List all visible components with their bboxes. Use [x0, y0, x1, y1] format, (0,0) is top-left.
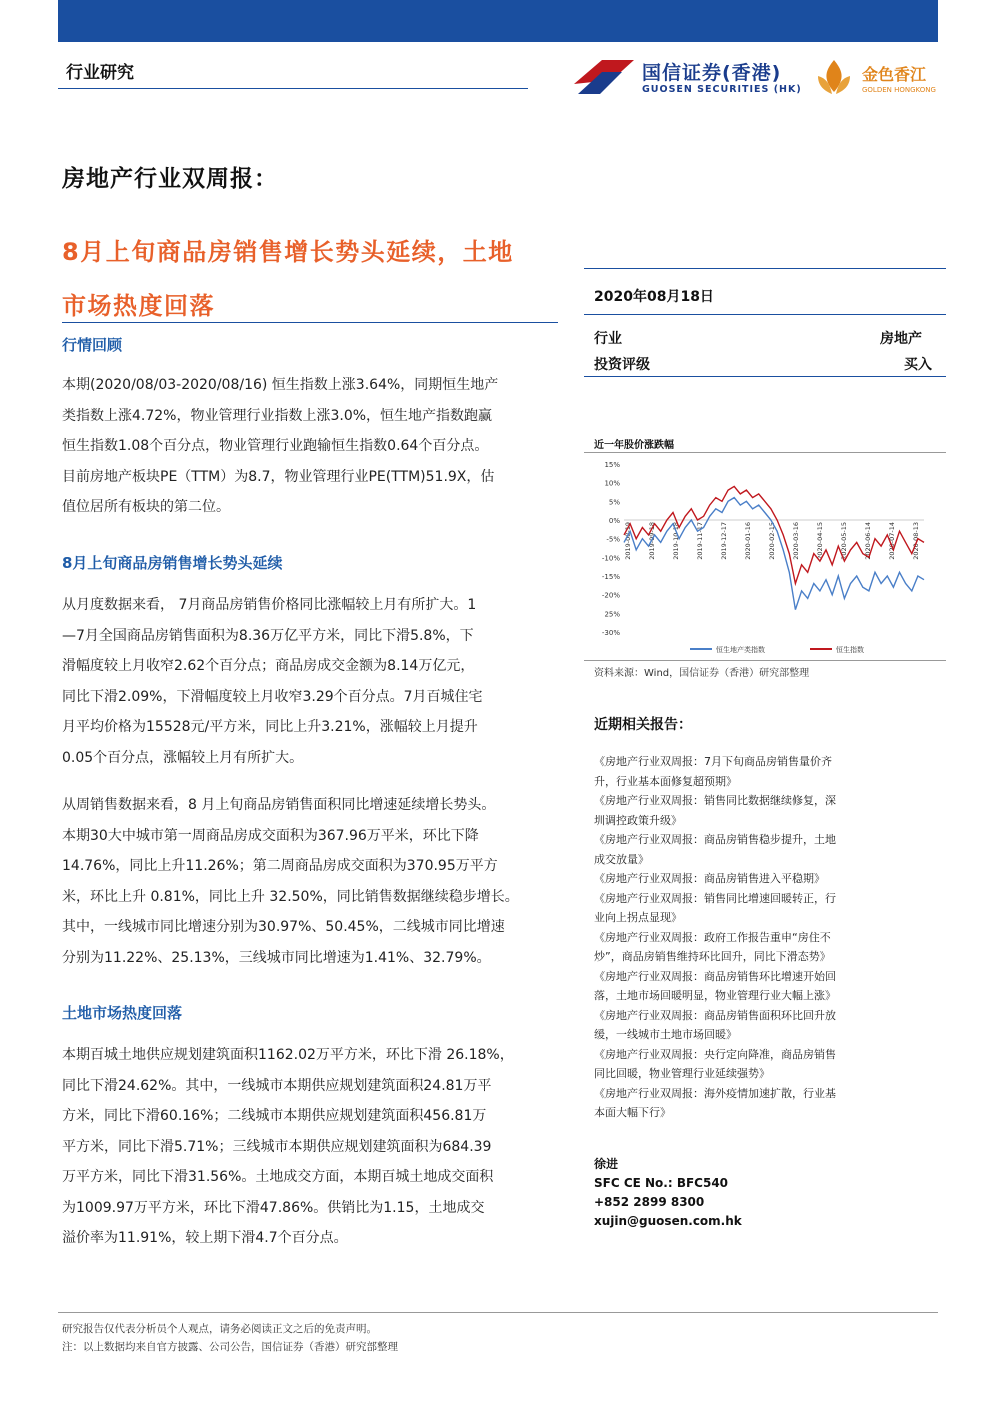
y-tick-label: 15%	[604, 461, 620, 469]
text-line: 方米，同比下滑60.16%；二线城市本期供应规划建筑面积456.81万	[62, 1108, 487, 1124]
x-tick-label: 2019-09-18	[648, 522, 656, 560]
related-report-line: 《房地产行业双周报：销售同比增速回暖转正，行	[594, 891, 836, 905]
y-tick-label: -20%	[601, 591, 620, 600]
paragraph-market-review	[62, 370, 580, 523]
legend-label: 恒生地产类指数	[716, 646, 765, 654]
related-report-line: 《房地产行业双周报：商品房销售进入平稳期》	[594, 872, 825, 885]
rating-label: 投资评级	[594, 357, 650, 373]
related-report-line: 《房地产行业双周报：央行定向降准，商品房销售	[594, 1047, 836, 1061]
text-line: 同比下滑24.62%。其中，一线城市本期供应规划建筑面积24.81万平	[62, 1077, 492, 1094]
text-line: 同比下滑2.09%，下滑幅度较上月收窄3.29个百分点。7月百城住宅	[62, 688, 483, 705]
y-tick-label: -10%	[601, 554, 620, 563]
paragraph-sales-monthly	[62, 590, 580, 773]
related-report-line: 《房地产行业双周报：商品房销售稳步提升，土地	[594, 833, 836, 846]
related-report-line: 落，土地市场回暖明显，物业管理行业大幅上涨》	[594, 989, 836, 1002]
analyst-phone: +852 2899 8300	[594, 1195, 705, 1209]
x-tick-label: 2019-10-18	[672, 522, 680, 560]
analyst-ce: SFC CE No.: BFC540	[594, 1176, 729, 1190]
headline-line-2: 市场热度回落	[62, 292, 215, 320]
chart-rule	[584, 452, 946, 453]
text-line: 月平均价格为15528元/平方米，同比上升3.21%，涨幅较上月提升	[62, 719, 478, 735]
y-tick-label: -30%	[601, 629, 620, 637]
related-report-line: 缓，一线城市土地市场回暖》	[594, 1028, 737, 1041]
data-note-line: 注：以上数据均来自官方披露、公司公告，国信证券（香港）研究部整理	[62, 1341, 398, 1353]
golden-hongkong-logo-icon	[812, 56, 856, 100]
x-tick-label: 2020-08-13	[912, 522, 920, 560]
industry-value: 房地产	[880, 331, 922, 347]
section-heading-sales: 8月上旬商品房销售增长势头延续	[62, 554, 283, 572]
text-line: 分别为11.22%、25.13%，三线城市同比增速为1.41%、32.79%。	[62, 949, 491, 966]
text-line: 恒生指数1.08个百分点，物业管理行业跑输恒生指数0.64个百分点。	[62, 438, 489, 454]
text-line: 溢价率为11.91%，较上期下滑4.7个百分点。	[62, 1230, 348, 1246]
related-report-line: 本面大幅下行》	[594, 1106, 671, 1119]
text-line: —7月全国商品房销售面积为8.36万亿平方米，同比下滑5.8%，下	[62, 627, 474, 644]
x-tick-label: 2020-04-15	[816, 522, 824, 560]
headline-line-1: 8月上旬商品房销售增长势头延续，土地	[62, 238, 514, 266]
y-tick-label: 5%	[608, 498, 620, 507]
x-tick-label: 2019-08-19	[624, 522, 632, 560]
logo2-name-en: GOLDEN HONGKONG	[862, 86, 936, 94]
logo2-name: 金色香江	[862, 65, 927, 84]
text-line: 滑幅度较上月收窄2.62个百分点；商品房成交金额为8.14万亿元，	[62, 658, 475, 674]
sidebar-rule-rating	[584, 376, 946, 377]
footer	[62, 1320, 398, 1356]
x-tick-label: 2020-02-15	[768, 522, 776, 560]
company-logo	[572, 52, 944, 108]
related-report-line: 成交放量》	[594, 852, 649, 866]
logo-company-name-en: GUOSEN SECURITIES (HK)	[642, 84, 802, 95]
text-line: 其中，一线城市同比增速分别为30.97%、50.45%，二线城市同比增速	[62, 919, 505, 935]
related-reports-heading: 近期相关报告：	[594, 717, 692, 733]
rating-value: 买入	[904, 357, 932, 373]
x-tick-label: 2019-12-17	[720, 522, 728, 560]
legend-label: 恒生指数	[836, 646, 864, 654]
industry-label: 行业	[594, 331, 622, 347]
text-line: 为1009.97万平方米，环比下滑47.86%。供销比为1.15，土地成交	[62, 1199, 485, 1216]
related-report-line: 炒”，商品房销售维持环比回升，同比下滑态势》	[594, 950, 831, 963]
guosen-logo-icon	[572, 54, 636, 102]
related-report-line: 升，行业基本面修复超预期》	[594, 774, 737, 788]
sidebar-rule-top	[584, 268, 946, 269]
y-tick-label: 10%	[604, 479, 620, 488]
price-change-chart	[590, 456, 940, 658]
text-line: 本期30大中城市第一周商品房成交面积为367.96万平米，环比下降	[62, 827, 479, 844]
related-reports-list	[594, 752, 939, 1123]
related-report-line: 同比回暖，物业管理行业延续强势》	[594, 1067, 770, 1080]
analyst-name: 徐进	[594, 1157, 619, 1171]
text-line: 万平方米，同比下滑31.56%。土地成交方面，本期百城土地成交面积	[62, 1169, 494, 1185]
related-report-line: 《房地产行业双周报：商品房销售环比增速开始回	[594, 969, 836, 983]
text-line: 本期(2020/08/03-2020/08/16) 恒生指数上涨3.64%，同期恒生地产	[62, 377, 499, 393]
report-date: 2020年08月18日	[594, 289, 714, 305]
text-line: 米，环比上升 0.81%，同比上升 32.50%，同比销售数据继续稳步增长。	[62, 888, 519, 905]
paragraph-land	[62, 1012, 580, 1254]
section-tag: 行业研究	[66, 63, 134, 83]
header-rule	[58, 88, 528, 89]
x-tick-label: 2020-01-16	[744, 522, 752, 560]
related-report-line: 《房地产行业双周报：销售同比数据继续修复，深	[594, 794, 836, 807]
text-line: 平方米，同比下滑5.71%；三线城市本期供应规划建筑面积为684.39	[62, 1138, 492, 1155]
paragraph-sales-weekly	[62, 790, 580, 973]
section-heading-market-review: 行情回顾	[62, 336, 123, 354]
section-heading-land: 土地市场热度回落	[62, 1004, 183, 1022]
chart-source: 资料来源：Wind，国信证券（香港）研究部整理	[594, 668, 810, 679]
headline-rule	[62, 322, 558, 323]
text-line: 类指数上涨4.72%，物业管理行业指数上涨3.0%，恒生地产指数跑赢	[62, 407, 493, 424]
text-line: 值位居所有板块的第二位。	[62, 499, 230, 515]
disclaimer-line: 研究报告仅代表分析员个人观点，请务必阅读正文之后的免责声明。	[62, 1323, 377, 1335]
chart-title: 近一年股价涨跌幅	[594, 440, 674, 451]
x-tick-label: 2020-06-14	[864, 522, 872, 560]
text-line: 目前房地产板块PE（TTM）为8.7，物业管理行业PE(TTM)51.9X，估	[62, 468, 495, 485]
y-tick-label: 25%	[604, 610, 620, 619]
y-tick-label: -15%	[601, 573, 620, 581]
related-report-line: 圳调控政策升级》	[594, 813, 682, 827]
y-tick-label: -5%	[606, 535, 620, 544]
top-banner	[58, 0, 938, 42]
footer-rule	[58, 1312, 938, 1313]
headline	[62, 225, 572, 333]
chart-rule-bottom	[584, 660, 946, 661]
y-tick-label: 0%	[608, 517, 620, 525]
related-report-line: 《房地产行业双周报：海外疫情加速扩散，行业基	[594, 1086, 836, 1100]
analyst-email[interactable]: xujin@guosen.com.hk	[594, 1214, 742, 1228]
text-line: 从月度数据来看， 7月商品房销售价格同比涨幅较上月有所扩大。1	[62, 597, 477, 613]
analyst-contact	[594, 1155, 742, 1231]
x-tick-label: 2020-03-16	[792, 522, 800, 560]
logo-company-name: 国信证券(香港)	[642, 62, 782, 84]
x-tick-label: 2020-07-14	[888, 522, 896, 560]
x-tick-label: 2019-11-17	[696, 522, 704, 560]
related-report-line: 《房地产行业双周报：7月下旬商品房销售量价齐	[594, 755, 832, 768]
text-line: 从周销售数据来看，8 月上旬商品房销售面积同比增速延续增长势头。	[62, 797, 496, 813]
related-report-line: 《房地产行业双周报：政府工作报告重申“房住不	[594, 930, 831, 944]
x-tick-label: 2020-05-15	[840, 522, 848, 560]
text-line: 0.05个百分点，涨幅较上月有所扩大。	[62, 749, 304, 766]
sidebar-rule-date	[584, 314, 946, 315]
document-title: 房地产行业双周报：	[62, 166, 278, 192]
related-report-line: 业向上拐点显现》	[594, 911, 682, 924]
related-report-line: 《房地产行业双周报：商品房销售面积环比回升放	[594, 1008, 836, 1022]
text-line: 本期百城土地供应规划建筑面积1162.02万平方米，环比下滑 26.18%，	[62, 1047, 514, 1063]
text-line: 14.76%，同比上升11.26%；第二周商品房成交面积为370.95万平方	[62, 858, 498, 874]
